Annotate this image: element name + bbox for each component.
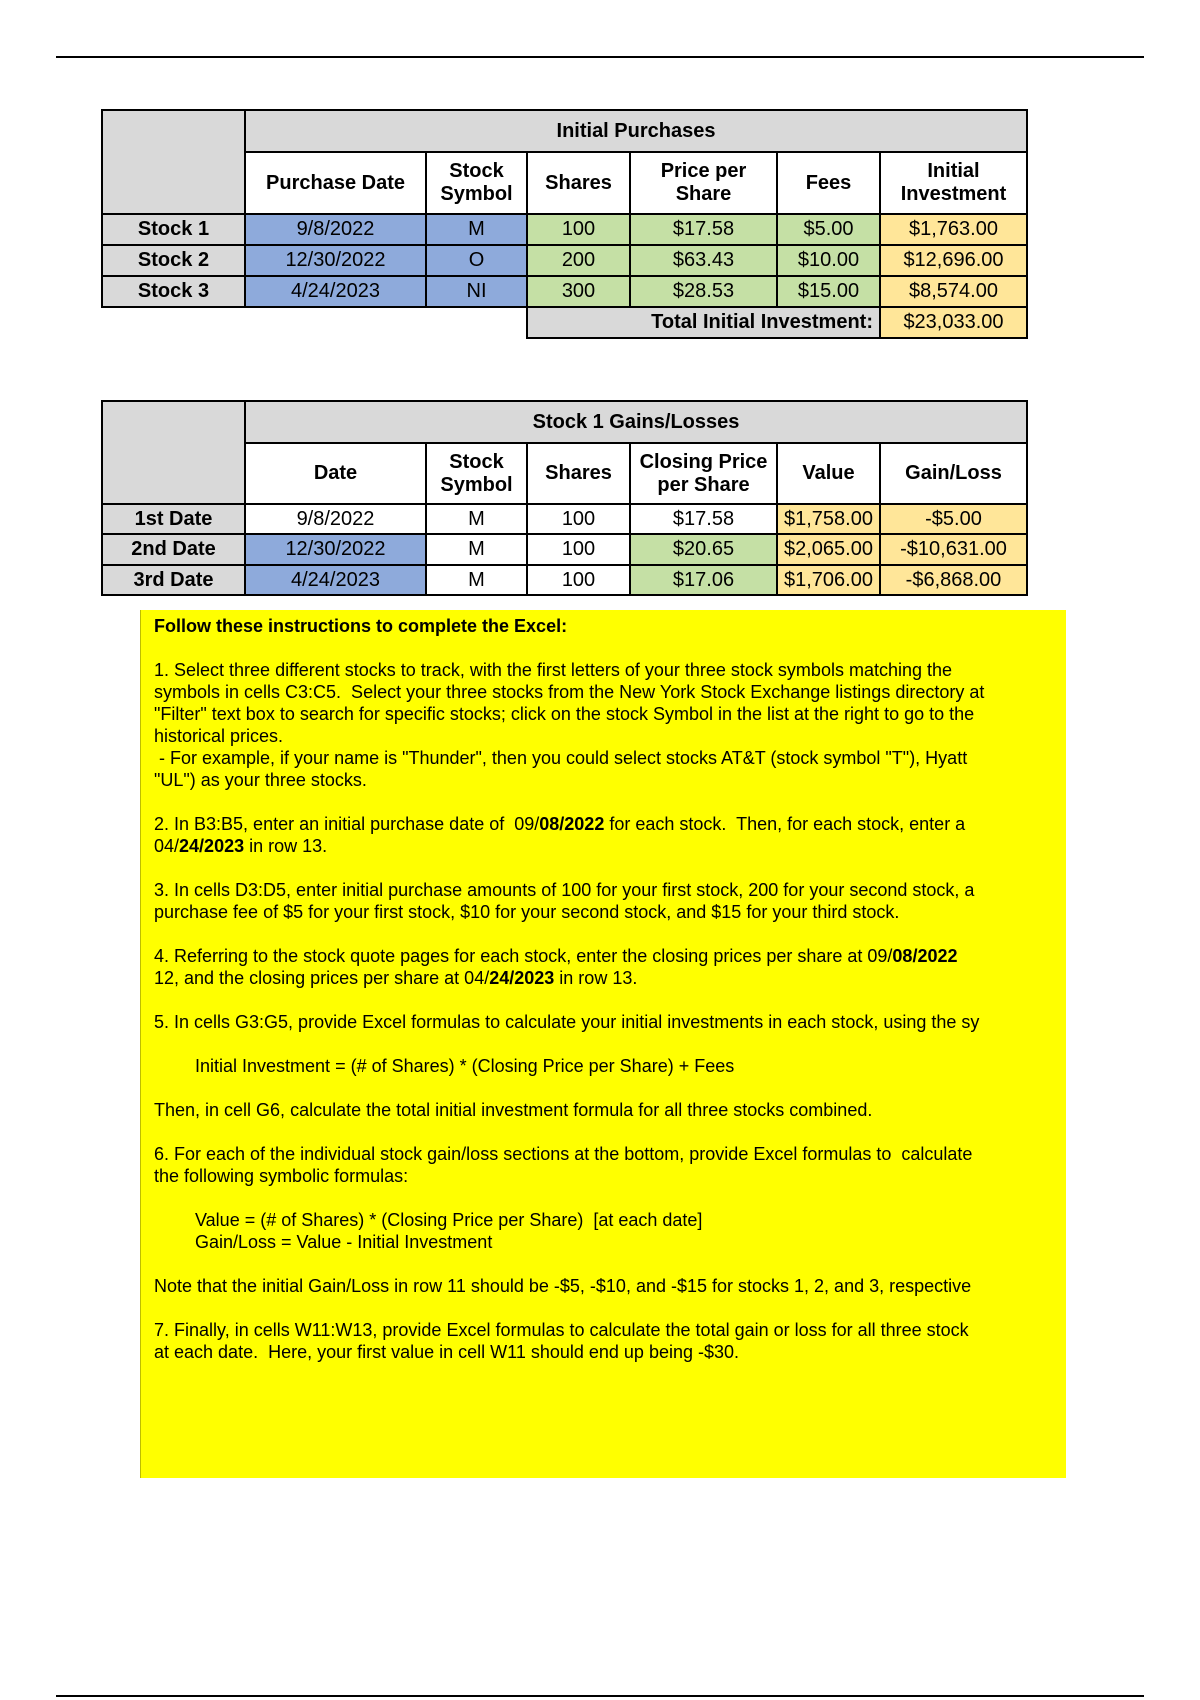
row-label: 2nd Date [102,534,245,565]
instruction-step-5-total: Then, in cell G6, calculate the total initial investment formula for all three stocks combined. [154,1100,873,1120]
purchase-date-cell[interactable]: 4/24/2023 [245,276,426,307]
price-cell[interactable]: $28.53 [630,276,777,307]
fees-cell[interactable]: $15.00 [777,276,880,307]
header-date: Date [245,443,426,504]
row-label: Stock 1 [102,214,245,245]
date-cell[interactable]: 12/30/2022 [245,534,426,565]
top-rule [56,56,1144,58]
instruction-note: Note that the initial Gain/Loss in row 11 should be -$5, -$10, and -$15 for stocks 1, 2, and 3, respective [154,1276,972,1296]
shares-cell[interactable]: 100 [527,534,630,565]
corner-cell [102,401,245,504]
total-initial-investment-label: Total Initial Investment: [527,307,880,338]
stock-symbol-cell[interactable]: M [426,565,527,595]
header-shares: Shares [527,152,630,214]
formula-initial-investment: Initial Investment = (# of Shares) * (Closing Price per Share) + Fees [195,1056,735,1076]
fees-cell[interactable]: $10.00 [777,245,880,276]
investment-cell[interactable]: $8,574.00 [880,276,1027,307]
instruction-step-3: 3. In cells D3:D5, enter initial purchase amounts of 100 for your first stock, 200 for your second stock, a purchase fee of $5 for your first stock, $10 for your second stock, and $15 for your third stock. [154,880,975,922]
instruction-step-2: 2. In B3:B5, enter an initial purchase date of 09/08/2022 for each stock. Then, for each stock, enter a 04/24/2023 in row 13. [154,814,966,856]
header-stock-symbol: Stock Symbol [426,443,527,504]
purchase-date-cell[interactable]: 9/8/2022 [245,214,426,245]
table-row [102,504,1027,534]
table-title: Initial Purchases [245,110,1027,152]
price-cell[interactable]: $17.58 [630,214,777,245]
value-cell[interactable]: $1,758.00 [777,504,880,534]
instructions-title: Follow these instructions to complete the Excel: [154,616,568,636]
header-price-per-share: Price per Share [630,152,777,214]
stock-symbol-cell[interactable]: M [426,504,527,534]
table-row [102,276,1027,307]
instruction-step-6: 6. For each of the individual stock gain/loss sections at the bottom, provide Excel formulas to calculate the following symbolic formulas: [154,1144,973,1186]
closing-price-cell[interactable]: $17.58 [630,504,777,534]
instruction-step-5: 5. In cells G3:G5, provide Excel formulas to calculate your initial investments in each stock, using the sy [154,1012,980,1032]
corner-cell [102,110,245,214]
shares-cell[interactable]: 100 [527,214,630,245]
instructions-textbox[interactable] [140,610,1066,1478]
date-cell[interactable]: 4/24/2023 [245,565,426,595]
row-label: Stock 2 [102,245,245,276]
header-value: Value [777,443,880,504]
header-shares: Shares [527,443,630,504]
header-gain-loss: Gain/Loss [880,443,1027,504]
row-label: Stock 3 [102,276,245,307]
initial-purchases-table [101,109,1028,339]
header-fees: Fees [777,152,880,214]
closing-price-cell[interactable]: $20.65 [630,534,777,565]
gain-loss-cell[interactable]: -$10,631.00 [880,534,1027,565]
shares-cell[interactable]: 200 [527,245,630,276]
value-cell[interactable]: $1,706.00 [777,565,880,595]
gain-loss-cell[interactable]: -$5.00 [880,504,1027,534]
shares-cell[interactable]: 300 [527,276,630,307]
stock-symbol-cell[interactable]: O [426,245,527,276]
investment-cell[interactable]: $1,763.00 [880,214,1027,245]
bottom-rule [56,1695,1144,1697]
stock-symbol-cell[interactable]: NI [426,276,527,307]
header-stock-symbol: Stock Symbol [426,152,527,214]
formula-gain-loss: Gain/Loss = Value - Initial Investment [195,1232,493,1252]
fees-cell[interactable]: $5.00 [777,214,880,245]
price-cell[interactable]: $63.43 [630,245,777,276]
header-purchase-date: Purchase Date [245,152,426,214]
table-row [102,214,1027,245]
row-label: 3rd Date [102,565,245,595]
header-initial-investment: Initial Investment [880,152,1027,214]
purchase-date-cell[interactable]: 12/30/2022 [245,245,426,276]
investment-cell[interactable]: $12,696.00 [880,245,1027,276]
instruction-step-1: 1. Select three different stocks to track, with the first letters of your three stock symbols matching the symbols in cells C3:C5. Select your three stocks from the New York Stock Exchange listings directory at "Filter" text box to search for specific stocks; click on the stock Symbol in the list at the right to go to the historical prices. - For example, if your name is "Thunder", then you could select stocks AT&T (stock symbol "T"), Hyatt "UL") as your three stocks. [154,660,985,790]
stock-1-gains-losses-table [101,400,1028,596]
row-label: 1st Date [102,504,245,534]
shares-cell[interactable]: 100 [527,504,630,534]
total-initial-investment-value[interactable]: $23,033.00 [880,307,1027,338]
stock-symbol-cell[interactable]: M [426,534,527,565]
instruction-step-4: 4. Referring to the stock quote pages for each stock, enter the closing prices per share at 09/08/2022 12, and the closing prices per share at 04/24/2023 in row 13. [154,946,958,988]
gain-loss-cell[interactable]: -$6,868.00 [880,565,1027,595]
formula-value: Value = (# of Shares) * (Closing Price per Share) [at each date] [195,1210,703,1230]
blank-cell [102,307,527,338]
table-title: Stock 1 Gains/Losses [245,401,1027,443]
table-row [102,565,1027,595]
closing-price-cell[interactable]: $17.06 [630,565,777,595]
table-row [102,534,1027,565]
shares-cell[interactable]: 100 [527,565,630,595]
table-row [102,245,1027,276]
header-closing-price: Closing Price per Share [630,443,777,504]
value-cell[interactable]: $2,065.00 [777,534,880,565]
date-cell[interactable]: 9/8/2022 [245,504,426,534]
instruction-step-7: 7. Finally, in cells W11:W13, provide Excel formulas to calculate the total gain or loss for all three stock at each date. Here, your first value in cell W11 should end up being -$30. [154,1320,969,1362]
stock-symbol-cell[interactable]: M [426,214,527,245]
